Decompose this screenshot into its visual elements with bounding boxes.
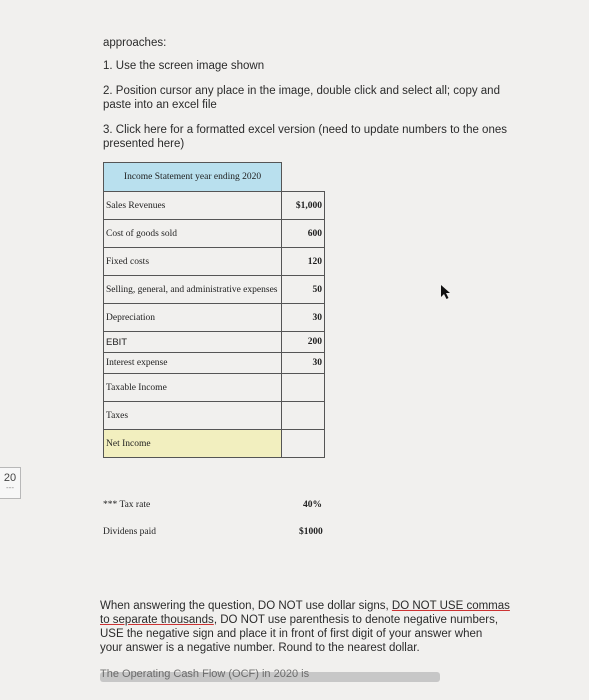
marker-dashes: ---	[6, 483, 14, 492]
row-label: Interest expense	[104, 353, 282, 374]
row-value: 600	[282, 220, 325, 248]
table-row	[104, 353, 325, 374]
row-label: Cost of goods sold	[104, 220, 282, 248]
row-value: $1,000	[282, 192, 325, 220]
income-statement-table	[103, 162, 325, 458]
row-value: 200	[282, 332, 325, 353]
note-line-2-a: to separate thousands	[100, 614, 214, 626]
instructions-heading: approaches:	[103, 37, 167, 49]
table-row	[104, 192, 325, 220]
instruction-step-2-line-2: paste into an excel file	[103, 99, 217, 111]
note-line-2	[100, 613, 520, 627]
row-label: Taxable Income	[104, 374, 282, 402]
row-label: Depreciation	[104, 304, 282, 332]
row-label: Net Income	[104, 430, 282, 458]
note-line-4: your answer is a negative number. Round to the nearest dollar.	[100, 642, 420, 654]
tax-rate-label: *** Tax rate	[103, 500, 151, 510]
table-header-row	[104, 163, 325, 192]
tax-rate-value: 40%	[303, 500, 322, 510]
table-row	[104, 220, 325, 248]
note-line-1-a: When answering the question, DO NOT use dollar signs,	[100, 600, 392, 612]
instruction-step-2-line-1: 2. Position cursor any place in the image, double click and select all; copy and	[103, 85, 500, 97]
row-value: 30	[282, 353, 325, 374]
cursor-arrow-icon	[440, 284, 454, 300]
row-value: 30	[282, 304, 325, 332]
table-row	[104, 304, 325, 332]
note-line-1	[100, 599, 520, 613]
question-prompt: The Operating Cash Flow (OCF) in 2020 is	[100, 668, 310, 680]
instruction-step-1: 1. Use the screen image shown	[103, 60, 265, 72]
row-value: 50	[282, 276, 325, 304]
table-row	[104, 374, 325, 402]
note-line-1-b: DO NOT USE commas	[391, 600, 510, 612]
row-value	[282, 402, 325, 430]
row-label: EBIT	[104, 332, 282, 353]
table-row	[104, 402, 325, 430]
row-value	[282, 374, 325, 402]
question-number: 20	[3, 472, 17, 484]
table-row	[104, 430, 325, 458]
table-row	[104, 332, 325, 353]
table-row	[104, 276, 325, 304]
instruction-step-3-line-1[interactable]: 3. Click here for a formatted excel version (need to update numbers to the ones	[103, 124, 507, 136]
row-label: Sales Revenues	[104, 192, 282, 220]
table-row	[104, 248, 325, 276]
dividends-value: $1000	[299, 527, 323, 537]
instruction-step-3-line-2: presented here)	[103, 138, 185, 150]
row-label: Fixed costs	[104, 248, 282, 276]
row-label: Selling, general, and administrative expenses	[104, 276, 282, 304]
row-label: Taxes	[104, 402, 282, 430]
table-header-gap	[282, 163, 325, 192]
note-line-3: USE the negative sign and place it in front of first digit of your answer when	[100, 628, 483, 640]
question-number-marker[interactable]	[0, 467, 21, 499]
table-title: Income Statement year ending 2020	[104, 163, 282, 192]
row-value	[282, 430, 325, 458]
dividends-label: Dividens paid	[103, 527, 157, 537]
row-value: 120	[282, 248, 325, 276]
note-line-2-b: , DO NOT use parenthesis to denote negative numbers,	[213, 614, 499, 626]
